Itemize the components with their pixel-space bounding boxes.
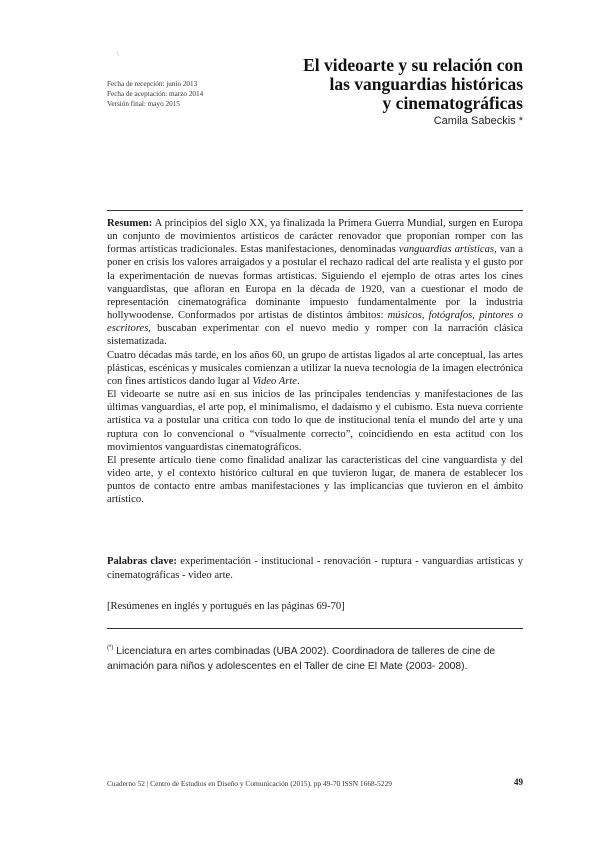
date-final-version: Versión final: mayo 2015 — [107, 100, 180, 108]
abstract — [107, 217, 523, 506]
title-line: y cinematográficas — [382, 93, 523, 113]
keywords-text: experimentación - institucional - renovación - ruptura - vanguardias artísticas y cinematográficas - video arte. — [107, 556, 523, 581]
abstract-text: , buscaban experimentar con el nuevo medio y romper con la narración clásica sistematizada. — [107, 323, 523, 348]
date-accepted: Fecha de aceptación: marzo 2014 — [107, 90, 204, 98]
footer-citation: Cuaderno 52 | Centro de Estudios en Diseño y Comunicación (2015). pp 49-70 ISSN 1668-5229 — [107, 779, 392, 788]
keywords-label: Palabras clave: — [107, 556, 177, 567]
title-line: El videoarte y su relación con — [303, 55, 523, 75]
page-number: 49 — [514, 777, 523, 787]
keywords — [107, 555, 523, 582]
abstract-text: . — [296, 375, 300, 387]
article-title — [303, 56, 523, 113]
abstract-text: A principios del siglo XX, ya finalizada la Primera Guerra Mundial, surgen en Europa un conjunto de movimientos artísticos de carácter renovador que proponían romper con las formas artísticas tradicionales. Estas manifestaciones, denominadas — [107, 218, 523, 256]
other-languages-note: [Resúmenes en inglés y portugués en las páginas 69-70] — [107, 601, 345, 612]
author-footnote — [107, 641, 523, 674]
abstract-text: Cuatro décadas más tarde, en los años 60, un grupo de artistas ligados al arte conceptual, las artes plásticas, escénicas y musicales comienzan a utilizar la nueva tecnología de la imagen electrónica con fines artísticos dando lugar al — [107, 349, 523, 387]
emphasis: músicos, fotógrafos, pintores o escritores — [107, 310, 523, 335]
emphasis: Video Arte — [252, 375, 297, 387]
abstract-paragraph — [107, 349, 523, 388]
title-line: las vanguardias históricas — [329, 74, 523, 94]
abstract-paragraph: El videoarte se nutre así en sus inicios de las principales tendencias y manifestaciones de las últimas vanguardias, el arte pop, el minimalismo, el dadaísmo y el cubismo. Esta nueva corriente artística va a postular una crítica con todo lo que de institucional tenía el mundo del arte y una ruptura con lo convencional o “visualmente correcto”, coincidiendo en esta actitud con los movimientos vanguardistas cinematográficos. — [107, 389, 523, 453]
title-block — [303, 56, 523, 127]
date-received: Fecha de recepción: junio 2013 — [107, 80, 198, 88]
submission-dates — [107, 79, 203, 109]
emphasis: vanguardias artísticas — [398, 244, 495, 256]
abstract-text: , van a poner en crisis los valores arraigados y a postular el rechazo radical del arte realista y el gusto por la experimentación de nuevas formas artísticas. Siguiendo el ejemplo de otras artes los cines vanguardistas, que afloran en Europa en la década de 1920, van a cuestionar el modo de representación cinematográfica dominante impuesto fundamentalmente por la industria hollywoodense. Conformados por artistas de distintos ámbitos: — [107, 244, 524, 322]
abstract-paragraph: El presente artículo tiene como finalidad analizar las características del cine vanguardista y del video arte, y el contexto histórico cultural en que tuvieron lugar, de manera de establecer los puntos de contacto entre ambas manifestaciones y las implicancias que tuvieron en el ámbito artístico. — [107, 454, 523, 506]
keywords-paragraph — [107, 555, 523, 582]
margin-mark: \ — [117, 52, 119, 58]
abstract-label: Resumen: — [107, 218, 153, 229]
abstract-paragraph — [107, 217, 523, 349]
footnote-rule — [107, 628, 523, 629]
footnote-marker: (*) — [107, 645, 114, 651]
author-name: Camila Sabeckis * — [433, 115, 523, 127]
top-rule — [107, 210, 523, 211]
footnote-text: Licenciatura en artes combinadas (UBA 2002). Coordinadora de talleres de cine de animación para niños y adolescentes en el Taller de cine El Mate (2003- 2008). — [107, 646, 496, 672]
